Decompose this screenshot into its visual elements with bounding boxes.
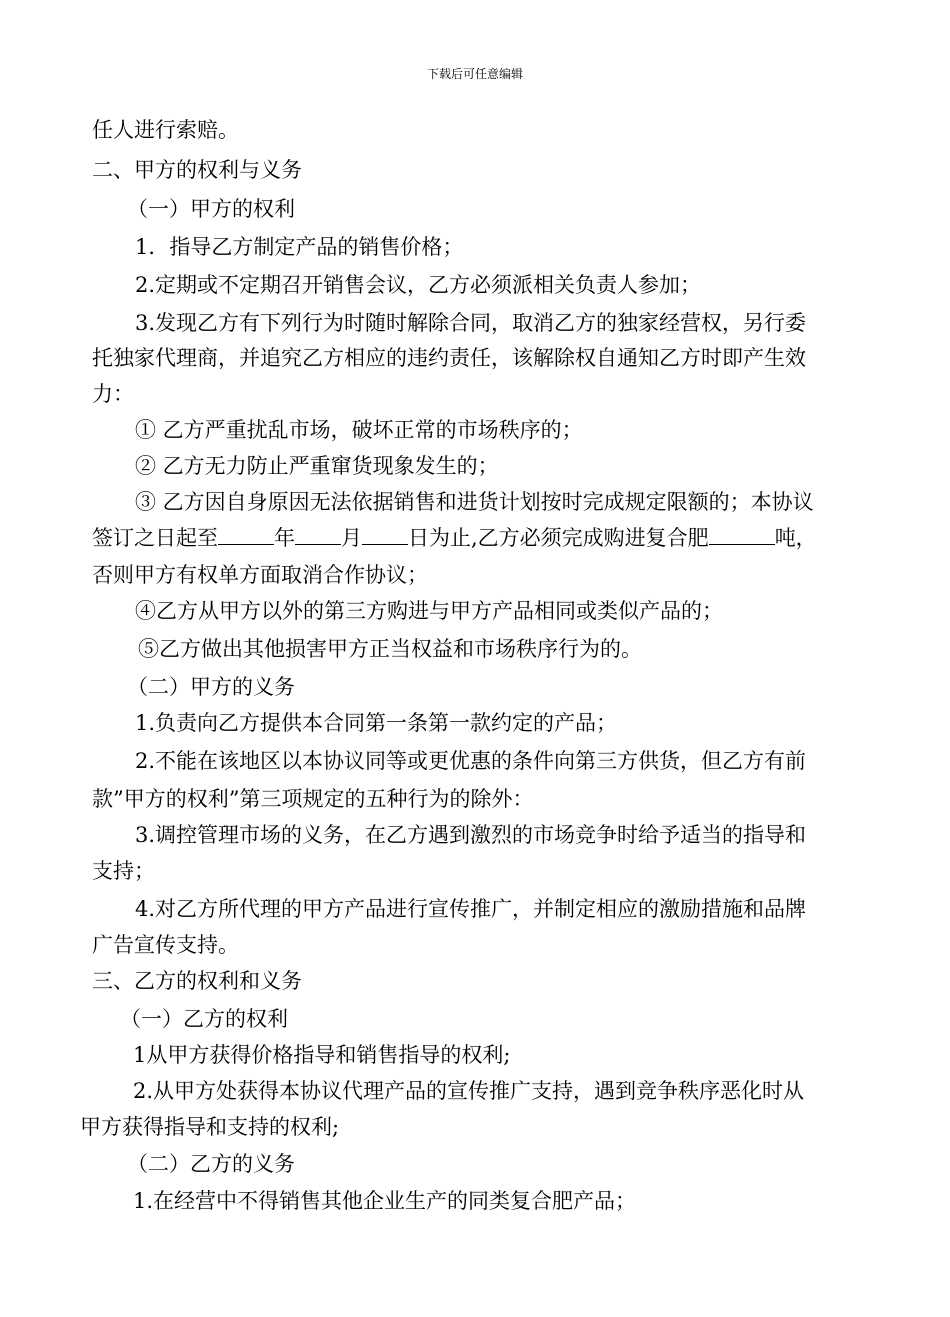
list-item: ④乙方从甲方以外的第三方购进与甲方产品相同或类似产品的； [135,599,723,623]
section-heading: 三、乙方的权利和义务 [92,969,302,993]
list-item: 3.调控管理市场的义务，在乙方遇到激烈的市场竞争时给予适当的指导和 [135,823,807,847]
text-fragment: 年 [274,526,295,550]
text-fragment: 月 [341,526,362,550]
text-line: 托独家代理商，并追究乙方相应的违约责任，该解除权自通知乙方时即产生效 [92,346,806,370]
list-item: 1.负责向乙方提供本合同第一条第一款约定的产品； [135,711,618,735]
subsection-heading: （二）甲方的义务 [127,675,295,699]
text-fragment: 日为止,乙方必须完成购进复合肥 [408,526,709,550]
list-item: ③ 乙方因自身原因无法依据销售和进货计划按时完成规定限额的；本协议 [135,490,814,514]
subsection-heading: （一）甲方的权利 [127,197,295,221]
text-line: 甲方获得指导和支持的权利; [80,1115,340,1139]
date-month-blank[interactable] [295,526,341,545]
text-line: 否则甲方有权单方面取消合作协议； [92,563,428,587]
text-line: 支持； [92,859,155,883]
text-fragment: 签订之日起至 [92,526,218,550]
list-item: ① 乙方严重扰乱市场，破坏正常的市场秩序的； [135,418,583,442]
date-day-blank[interactable] [362,526,408,545]
tonnage-blank[interactable] [709,526,775,545]
text-line: 款”甲方的权利”第三项规定的五种行为的除外： [92,787,534,811]
section-heading: 二、甲方的权利与义务 [92,158,302,182]
list-item: 2.从甲方处获得本协议代理产品的宣传推广支持，遇到竞争秩序恶化时从 [133,1079,805,1103]
page-header: 下载后可任意编辑 [426,67,523,81]
list-item: ⑤乙方做出其他损害甲方正当权益和市场秩序行为的。 [138,637,642,661]
list-item: 1从甲方获得价格指导和销售指导的权利; [133,1043,511,1067]
list-item: ② 乙方无力防止严重窜货现象发生的； [135,454,499,478]
list-item: 2.定期或不定期召开销售会议，乙方必须派相关负责人参加； [135,273,702,297]
list-item: 3.发现乙方有下列行为时随时解除合同，取消乙方的独家经营权，另行委 [135,311,807,335]
text-fragment: 吨， [774,526,817,550]
subsection-heading: （一）乙方的权利 [120,1007,288,1031]
date-year-blank[interactable] [218,526,274,545]
list-item: 4.对乙方所代理的甲方产品进行宣传推广，并制定相应的激励措施和品牌 [135,897,807,921]
list-item: 2.不能在该地区以本协议同等或更优惠的条件向第三方供货，但乙方有前 [135,749,807,773]
subsection-heading: （二）乙方的义务 [127,1152,295,1176]
list-item: 1.在经营中不得销售其他企业生产的同类复合肥产品； [133,1189,637,1213]
text-line-with-blanks [92,524,817,552]
text-line: 力： [92,382,134,406]
list-item: 1．指导乙方制定产品的销售价格； [135,235,464,259]
text-line: 广告宣传支持。 [92,933,239,957]
text-line: 任人进行索赔。 [92,118,239,142]
